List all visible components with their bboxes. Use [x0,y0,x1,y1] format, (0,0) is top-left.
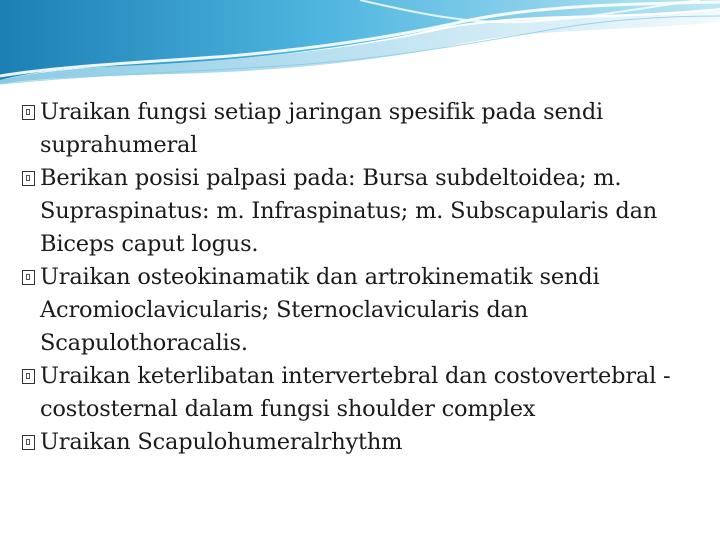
list-item-text: Uraikan Scapulohumeralrhythm [40,429,403,455]
bullet-list [22,96,712,459]
list-item-text: Uraikan osteokinamatik dan artrokinematik sendi Acromioclavicularis; Sternoclavicularis dan Scapulothoracalis. [40,264,600,356]
list-item [22,162,712,261]
list-item-text: Uraikan fungsi setiap jaringan spesifik pada sendi suprahumeral [40,99,604,158]
box-bullet-icon [22,105,35,120]
list-item [22,96,712,162]
list-item-text: Berikan posisi palpasi pada: Bursa subdeltoidea; m. Supraspinatus: m. Infraspinatus; m. Subscapularis dan Biceps caput logus. [40,165,658,257]
list-item-text: Uraikan keterlibatan intervertebral dan costovertebral -costosternal dalam fungsi shoulder complex [40,363,671,422]
list-item [22,261,712,360]
list-item [22,360,712,426]
box-bullet-icon [22,171,35,186]
box-bullet-icon [22,369,35,384]
content-area [22,96,712,459]
box-bullet-icon [22,270,35,285]
list-item [22,426,712,459]
box-bullet-icon [22,435,35,450]
header-wave-decoration [0,0,720,90]
